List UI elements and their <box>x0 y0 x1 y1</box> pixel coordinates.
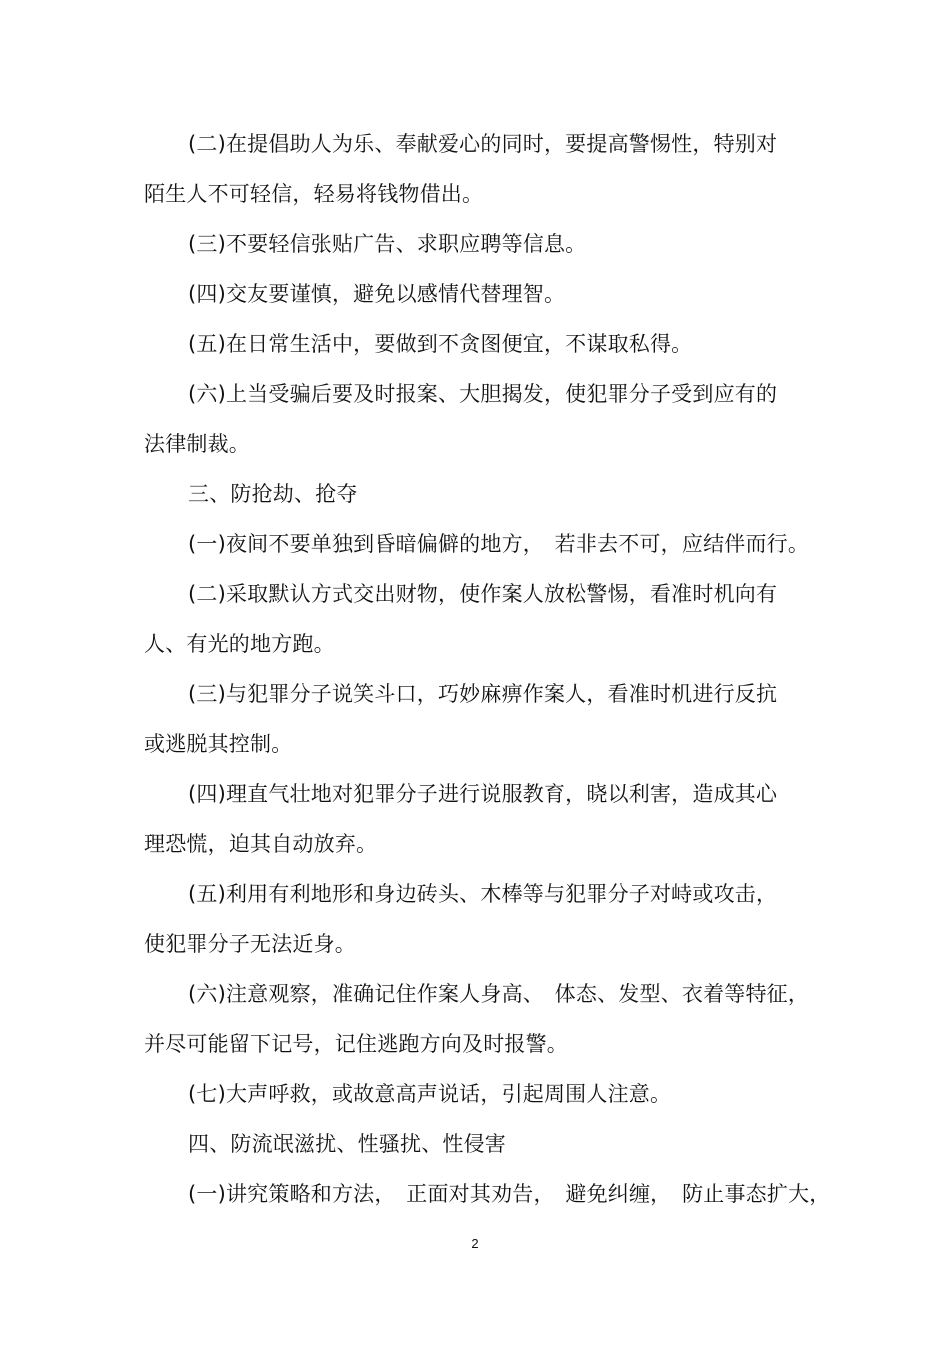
paragraph-line: (二)采取默认方式交出财物，使作案人放松警惕，看准时机向有 <box>188 582 778 606</box>
paragraph-line: (一)讲究策略和方法， 正面对其劝告， 避免纠缠， 防止事态扩大， <box>188 1182 831 1206</box>
paragraph-line: (三)不要轻信张贴广告、求职应聘等信息。 <box>188 232 587 256</box>
paragraph-line: (四)理直气壮地对犯罪分子进行说服教育，晓以利害，造成其心 <box>188 782 778 806</box>
paragraph-line: (四)交友要谨慎，避免以感情代替理智。 <box>188 282 566 306</box>
paragraph-line: (五)在日常生活中，要做到不贪图便宜，不谋取私得。 <box>188 332 693 356</box>
paragraph-line: 使犯罪分子无法近身。 <box>144 932 356 956</box>
paragraph-line: 人、有光的地方跑。 <box>144 632 335 656</box>
section-heading: 四、防流氓滋扰、性骚扰、性侵害 <box>188 1132 506 1156</box>
page-number: 2 <box>471 1236 479 1251</box>
section-heading: 三、防抢劫、抢夺 <box>188 482 358 506</box>
paragraph-line: 法律制裁。 <box>144 432 250 456</box>
paragraph-line: 理恐慌，迫其自动放弃。 <box>144 832 378 856</box>
paragraph-line: (二)在提倡助人为乐、奉献爱心的同时，要提高警惕性，特别对 <box>188 132 778 156</box>
paragraph-line: 或逃脱其控制。 <box>144 732 293 756</box>
paragraph-line: 并尽可能留下记号，记住逃跑方向及时报警。 <box>144 1032 568 1056</box>
paragraph-line: (一)夜间不要单独到昏暗偏僻的地方， 若非去不可，应结伴而行。 <box>188 532 810 556</box>
paragraph-line: (六)注意观察，准确记住作案人身高、 体态、发型、衣着等特征， <box>188 982 810 1006</box>
paragraph-line: (五)利用有利地形和身边砖头、木棒等与犯罪分子对峙或攻击， <box>188 882 778 906</box>
paragraph-line: (三)与犯罪分子说笑斗口，巧妙麻痹作案人，看准时机进行反抗 <box>188 682 778 706</box>
paragraph-line: (七)大声呼救，或故意高声说话，引起周围人注意。 <box>188 1082 672 1106</box>
paragraph-line: (六)上当受骗后要及时报案、大胆揭发，使犯罪分子受到应有的 <box>188 382 778 406</box>
paragraph-line: 陌生人不可轻信，轻易将钱物借出。 <box>144 182 484 206</box>
